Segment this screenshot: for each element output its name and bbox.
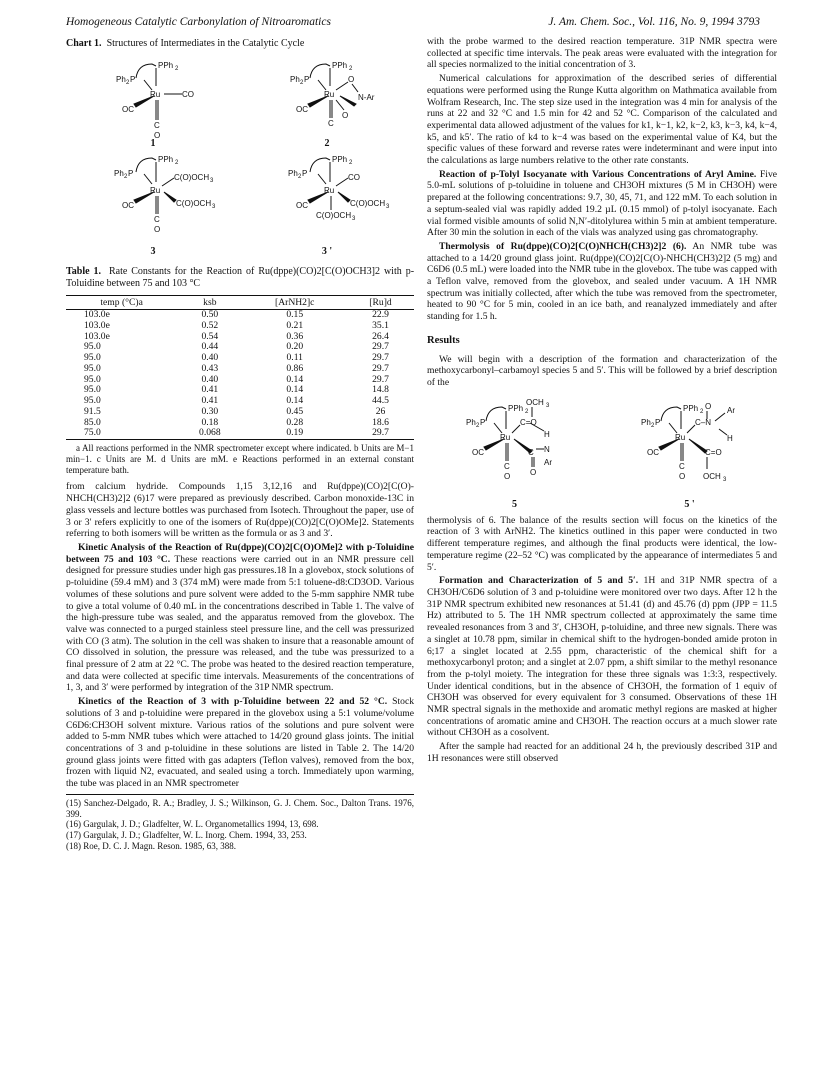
table-cell: 103.0e bbox=[84, 309, 110, 321]
table-cell: 0.28 bbox=[286, 416, 304, 428]
paragraph-isocyanate bbox=[427, 169, 777, 239]
table-cell: 75.0 bbox=[66, 428, 177, 439]
paragraph-numerical: Numerical calculations for approximation of the described series of differential equations were performed using the Runge Kutta algorithm on Mathmatica available from Wolfram Research, Inc. The step size used in the integration was 4 min for analysis of the runs at 22 and 32 °C and 1.5 min for 42 and 52 °C. Comparison of the calculated and experimental data allowed adjustment of the values for k1, k−1, k2, k−2, k3, k−3, k4, k−4, k5, and k5′. The ratio of k4 to k−4 was based on the experimental value of K4, but the specific values of these forward and reverse rates were indeterminant and were input into the calculations as large numbers relative to the other rate constants. bbox=[427, 73, 777, 167]
chart-structures-row-2 bbox=[66, 152, 414, 258]
table-cell: 0.20 bbox=[286, 341, 304, 353]
paragraph-kinetic-2 bbox=[66, 696, 414, 790]
running-header bbox=[66, 16, 760, 34]
table-cell: 14.8 bbox=[372, 384, 389, 396]
table-caption bbox=[66, 266, 414, 290]
table-row bbox=[66, 332, 414, 343]
table-cell: 0.36 bbox=[286, 330, 304, 342]
kinetic-2-heading: Kinetics of the Reaction of 3 with p-Toluidine between 22 and 52 °C. bbox=[78, 696, 388, 708]
svg-text:OC: OC bbox=[296, 105, 308, 115]
chart-structures-row-1 bbox=[66, 54, 414, 150]
svg-text:P: P bbox=[654, 417, 660, 427]
table-footnote: a All reactions performed in the NMR spectrometer except where indicated. b Units are M−1 min−1. c Units are M. d Units are mM. e Reactions performed in an external constant temperature bath. bbox=[66, 443, 414, 475]
table-cell: 0.41 bbox=[201, 395, 219, 407]
right-column bbox=[427, 36, 777, 767]
svg-text:Ph: Ph bbox=[290, 75, 300, 85]
svg-text:Ru: Ru bbox=[674, 432, 685, 442]
svg-text:Ph: Ph bbox=[116, 75, 126, 85]
svg-text:P: P bbox=[130, 75, 136, 85]
col-temp: temp (°C)a bbox=[66, 295, 177, 310]
structure-5-label: 5 bbox=[512, 498, 517, 510]
svg-text:PPh: PPh bbox=[332, 155, 348, 165]
svg-text:PPh: PPh bbox=[158, 155, 174, 165]
table-row bbox=[66, 418, 414, 429]
thermolysis-heading: Thermolysis of Ru(dppe)(CO)2[C(O)NHCH(CH3)2]2 (6). bbox=[439, 240, 687, 252]
table-cell: 0.14 bbox=[286, 395, 304, 407]
structure-2-drawing bbox=[252, 54, 402, 140]
table-row bbox=[66, 342, 414, 353]
table-cell: 0.15 bbox=[286, 309, 304, 321]
paragraph-results-after: thermolysis of 6. The balance of the results section will focus on the kinetics of the reaction of 3 with ArNH2. The kinetics outlined in this paper were conducted in two different temperature regimes, and although the final products were identical, the low-temperature regime (22–52 °C) was complicated by the appearance of intermediates 5 and 5′. bbox=[427, 514, 777, 573]
svg-text:3: 3 bbox=[212, 204, 216, 211]
svg-text:C(O)OCH: C(O)OCH bbox=[176, 199, 212, 209]
table-cell: 103.0e bbox=[84, 320, 110, 331]
svg-text:C=O: C=O bbox=[704, 447, 722, 457]
svg-text:3: 3 bbox=[210, 178, 214, 185]
table-row bbox=[66, 310, 414, 321]
svg-text:C: C bbox=[154, 121, 160, 131]
table-cell: 29.7 bbox=[347, 428, 414, 439]
svg-text:3: 3 bbox=[352, 216, 356, 223]
thermolysis-body: An NMR tube was attached to a 14/20 ground glass joint. Ru(dppe)(CO)2[C(O)-NHCH(CH3)2]2 (5 mg) and C6D6 (0.5 mL) were loaded into the NMR tube in the glovebox. The tube was capped with a Teflon valve, removed from the glovebox, and sealed under vacuum. A 1H NMR spectrum was initially collected, after which the tube was removed from the spectrometer, heated to 90 °C for 5 min, cooled in an ice bath, and reanalyzed immediately and after standing for 1.5 h. bbox=[427, 240, 777, 323]
table-cell: 44.5 bbox=[372, 395, 389, 407]
svg-text:N-Ar: N-Ar bbox=[358, 93, 375, 103]
svg-text:2: 2 bbox=[126, 80, 130, 87]
svg-text:O: O bbox=[529, 467, 536, 477]
table-row bbox=[66, 321, 414, 332]
svg-text:2: 2 bbox=[124, 174, 128, 181]
svg-text:C: C bbox=[527, 447, 534, 457]
svg-text:O: O bbox=[678, 471, 685, 481]
table-cell: 0.068 bbox=[177, 428, 242, 439]
svg-text:H: H bbox=[726, 433, 733, 443]
svg-text:OC: OC bbox=[646, 447, 659, 457]
svg-text:OC: OC bbox=[471, 447, 484, 457]
table-row bbox=[66, 396, 414, 407]
svg-text:Ru: Ru bbox=[499, 432, 510, 442]
table-cell: 29.7 bbox=[372, 373, 389, 385]
table-cell: 95.0 bbox=[84, 384, 101, 396]
svg-text:P: P bbox=[302, 169, 308, 179]
svg-text:Ru: Ru bbox=[150, 186, 161, 196]
table-cell: 35.1 bbox=[372, 320, 389, 331]
table-header-row bbox=[66, 295, 414, 310]
table-cell: 95.0 bbox=[84, 352, 101, 364]
svg-text:2: 2 bbox=[300, 80, 304, 87]
table-cell: 95.0 bbox=[84, 395, 101, 407]
structure-5-prime-label: 5 ' bbox=[684, 498, 695, 510]
table-label: Table 1. bbox=[66, 266, 102, 278]
table-cell: 0.50 bbox=[201, 309, 219, 321]
structure-5 bbox=[440, 393, 590, 511]
table-cell: 0.44 bbox=[201, 341, 219, 353]
paragraph-compounds: from calcium hydride. Compounds 1,15 3,12,16 and Ru(dppe)(CO)2[C(O)-NHCH(CH3)2]2 (6)17 were prepared as previously described. Carbon monoxide-13C in glass vessels and lecture bottles was purchased from Isotech. Throughout the paper, use of 3 or 3′ refers explicitly to one of the isomers of Ru(dppe)(CO)2[C(O)OMe]2. Statements referring to both isomers will be written as the formula or as 3 and 3′. bbox=[66, 481, 414, 540]
table-cell: 18.6 bbox=[372, 416, 389, 428]
table-cell: 0.21 bbox=[286, 320, 304, 331]
table-cell: 29.7 bbox=[372, 341, 389, 353]
structure-3-label: 3 bbox=[150, 246, 156, 257]
table-row bbox=[66, 385, 414, 396]
svg-text:O: O bbox=[503, 471, 510, 481]
results-structures bbox=[427, 393, 777, 511]
structure-5-prime bbox=[615, 393, 765, 511]
kinetic-1-body: These reactions were carried out in an NMR pressure cell designed for pressure studies under high gas pressures.18 In a glovebox, stock solutions of p-toluidine (59.4 mM) and 3 (374 mM) were made from 5:1 toluene-d8:CD3OD. Various volumes of these solutions and pure solvent were added to the 5-mm sapphire NMR tube to give a total volume of 0.40 mL in the concentrations described in Table 1. The valve of the high-pressure tube was sealed, and the apparatus removed from the glovebox. The valve was connected to a purged stainless steel pressure line, and the cell was pressurized with CO (3 atm). The solution in the cell was shaken to insure that a reasonable amount of CO dissolved in solution, the pressure was released, and the tube was pressurized to a final pressure of 2 atm at 22 °C. The probe was heated to the desired reaction temperature, and data were collected at specific time intervals. Measurements of the concentrations of 1, 3, and 3′ were performed by integration of the 31P NMR spectrum. bbox=[66, 553, 414, 694]
table-cell: 0.41 bbox=[201, 384, 219, 396]
svg-text:OC: OC bbox=[296, 201, 308, 211]
structure-1-drawing bbox=[78, 54, 228, 140]
svg-text:2: 2 bbox=[349, 160, 353, 167]
svg-text:O: O bbox=[348, 75, 355, 85]
svg-text:Ar: Ar bbox=[726, 405, 735, 415]
structure-1-label: 1 bbox=[150, 138, 156, 149]
table-cell: 0.45 bbox=[286, 405, 304, 417]
svg-text:C(O)OCH: C(O)OCH bbox=[174, 173, 210, 183]
table-cell: 26 bbox=[375, 405, 386, 417]
table-row bbox=[66, 407, 414, 418]
formation-body: 1H and 31P NMR spectra of a CH3OH/C6D6 solution of 3 and p-toluidine were monitored over two days. After 12 h the 31P NMR spectrum exhibited new resonances at 51.41 (d) and 45.76 (d) ppm (JPP = 11.5 Hz) attributed to 5. The 1H NMR spectrum collected at approximately the same time revealed resonances from 3 and 3′, CH3OH, p-toluidine, and three new signals. There was a singlet at 10.78 ppm, similar in chemical shift to the hydrogen-bonded amide proton in 6;17 a singlet located at 2.55 ppm, characteristic of the chemical shift for a methoxycarbonyl proton; and a singlet at 2.07 ppm, a shift similar to the methyl resonance from the p-tolyl moiety. The integration for these three signals was 1:3:3, respectively. Under identical conditions, but in the absence of CH3OH, the formation of 1 equiv of CH3OH was observed for every equivalent for 3 consumed. Observations of these 1H NMR spectral signals in the methoxide and aromatic methyl regions are masked at higher concentrations of aromatic amine and CH3OH. The reaction occurs at a much slower rate without CH3OH as a cosolvent. bbox=[427, 575, 777, 739]
structure-3-prime-drawing bbox=[252, 152, 402, 238]
paragraph-thermolysis bbox=[427, 241, 777, 323]
col-ks: ksb bbox=[177, 295, 242, 310]
svg-text:2: 2 bbox=[699, 408, 703, 415]
table-cell: 95.0 bbox=[84, 362, 101, 374]
svg-text:C–N: C–N bbox=[694, 417, 711, 427]
structure-3-drawing bbox=[78, 152, 228, 238]
isocyanate-body: Five 5.0-mL solutions of p-toluidine in toluene and CH3OH mixtures (5 M in CH3OH) were prepared at the following concentrations: 9.7, 30, 45, 71, and 122 mM. To each solution in a septum-sealed vial was rapidly added 19.2 µL (0.15 mmol) of p-tolyl isocyanate. Each vial formed visible amounts of solid N,N′-ditolylurea within 5 min at ambient temperature. After 30 min the solution in each of the vials was analyzed using gas chromatography. bbox=[427, 168, 777, 239]
table-cell: 103.0e bbox=[84, 330, 110, 342]
svg-text:C: C bbox=[503, 461, 510, 471]
svg-text:O: O bbox=[704, 401, 711, 411]
structure-3 bbox=[78, 152, 228, 258]
svg-text:2: 2 bbox=[475, 422, 479, 429]
svg-text:2: 2 bbox=[298, 174, 302, 181]
svg-text:C: C bbox=[678, 461, 685, 471]
structure-5-prime-drawing bbox=[615, 393, 765, 493]
svg-text:OCH: OCH bbox=[525, 397, 544, 407]
svg-text:2: 2 bbox=[349, 66, 353, 73]
kinetic-1-heading: Kinetic Analysis of the Reaction of Ru(dppe)(CO)2[C(O)OMe]2 with p-Toluidine between 75 and 103 °C. bbox=[66, 541, 414, 565]
reference-item: (17) Gargulak, J. D.; Gladfelter, W. L. Inorg. Chem. 1994, 33, 253. bbox=[66, 830, 307, 841]
svg-text:C=O: C=O bbox=[519, 417, 537, 427]
table-cell: 0.30 bbox=[201, 405, 219, 417]
paragraph-formation bbox=[427, 575, 777, 739]
svg-text:2: 2 bbox=[524, 408, 528, 415]
reference-item: (18) Roe, D. C. J. Magn. Reson. 1985, 63, 388. bbox=[66, 840, 236, 851]
svg-text:P: P bbox=[128, 169, 134, 179]
table-row bbox=[66, 353, 414, 364]
table-cell: 0.43 bbox=[201, 362, 219, 374]
table-row bbox=[66, 364, 414, 375]
svg-text:OC: OC bbox=[122, 201, 134, 211]
svg-text:Ru: Ru bbox=[324, 186, 335, 196]
formation-heading: Formation and Characterization of 5 and 5′. bbox=[439, 575, 639, 587]
svg-text:Ru: Ru bbox=[150, 90, 161, 100]
rate-constants-table bbox=[66, 295, 414, 441]
table-cell: 91.5 bbox=[84, 405, 101, 417]
structure-5-drawing bbox=[440, 393, 590, 493]
svg-text:O: O bbox=[342, 111, 349, 121]
svg-text:O: O bbox=[154, 225, 161, 235]
table-cell: 0.19 bbox=[242, 428, 347, 439]
svg-text:O: O bbox=[154, 131, 161, 141]
svg-text:2: 2 bbox=[175, 66, 179, 73]
paragraph-last: After the sample had reacted for an additional 24 h, the previously described 31P and 1H resonances were still observed bbox=[427, 741, 777, 764]
table-cell: 85.0 bbox=[84, 416, 101, 428]
svg-text:PPh: PPh bbox=[507, 403, 523, 413]
svg-text:H: H bbox=[543, 429, 550, 439]
header-title: Homogeneous Catalytic Carbonylation of Nitroaromatics bbox=[66, 16, 331, 28]
structure-1 bbox=[78, 54, 228, 150]
table-title: Rate Constants for the Reaction of Ru(dppe)(CO)2[C(O)OCH3]2 with p-Toluidine between 75 and 103 °C bbox=[66, 266, 415, 290]
table-row bbox=[66, 428, 414, 439]
table-cell: 95.0 bbox=[84, 373, 101, 385]
col-arnh2: [ArNH2]c bbox=[242, 295, 347, 310]
chart-label: Chart 1. bbox=[66, 38, 102, 49]
table-cell: 0.40 bbox=[201, 373, 219, 385]
svg-text:PPh: PPh bbox=[332, 61, 348, 71]
svg-text:C: C bbox=[154, 215, 160, 225]
left-column bbox=[66, 36, 414, 852]
table-cell: 0.11 bbox=[286, 352, 303, 364]
svg-text:2: 2 bbox=[175, 160, 179, 167]
reference-item: (16) Gargulak, J. D.; Gladfelter, W. L. Organometallics 1994, 13, 698. bbox=[66, 819, 319, 830]
svg-text:Ph: Ph bbox=[465, 417, 476, 427]
svg-text:CO: CO bbox=[182, 90, 194, 100]
table-row bbox=[66, 375, 414, 386]
table-cell: 0.14 bbox=[286, 384, 304, 396]
svg-text:P: P bbox=[479, 417, 485, 427]
paragraph-results-intro: We will begin with a description of the formation and characterization of the methoxycarbonyl–carbamoyl species 5 and 5′. This will be followed by a brief description of the bbox=[427, 353, 777, 389]
paragraph-kinetic-1 bbox=[66, 542, 414, 694]
section-results-title: Results bbox=[427, 334, 460, 346]
table-cell: 22.9 bbox=[372, 309, 389, 321]
svg-text:CO: CO bbox=[348, 173, 360, 183]
table-cell: 26.4 bbox=[372, 330, 389, 342]
paragraph-probe: with the probe warmed to the desired reaction temperature. 31P NMR spectra were collected at specific time intervals. The peak areas were evaluated with the integration for all species normalized to the initial concentration of 3. bbox=[427, 36, 777, 71]
col-ru: [Ru]d bbox=[347, 295, 414, 310]
references bbox=[66, 794, 414, 852]
table-cell: 0.54 bbox=[201, 330, 219, 342]
structure-2-label: 2 bbox=[324, 138, 330, 149]
reference-item: (15) Sanchez-Delgado, R. A.; Bradley, J. S.; Wilkinson, G. J. Chem. Soc., Dalton Trans. 1976, 399. bbox=[66, 797, 414, 819]
header-citation: J. Am. Chem. Soc., Vol. 116, No. 9, 1994 3793 bbox=[548, 16, 760, 28]
structure-2 bbox=[252, 54, 402, 150]
svg-text:OCH: OCH bbox=[702, 471, 721, 481]
svg-text:3: 3 bbox=[386, 204, 390, 211]
svg-text:PPh: PPh bbox=[682, 403, 698, 413]
table-cell: 0.40 bbox=[201, 352, 219, 364]
svg-text:Ar: Ar bbox=[543, 457, 552, 467]
svg-text:Ru: Ru bbox=[324, 90, 335, 100]
table-cell: 29.7 bbox=[372, 352, 389, 364]
svg-text:3: 3 bbox=[722, 476, 726, 483]
svg-text:OC: OC bbox=[122, 105, 134, 115]
structure-3-prime-label: 3 ' bbox=[321, 246, 333, 257]
svg-text:Ph: Ph bbox=[114, 169, 124, 179]
svg-text:C: C bbox=[328, 119, 334, 129]
structure-3-prime bbox=[252, 152, 402, 258]
chart-title: Structures of Intermediates in the Catalytic Cycle bbox=[106, 38, 305, 49]
table-cell: 0.52 bbox=[201, 320, 219, 331]
table-cell: 0.86 bbox=[286, 362, 304, 374]
table-footnotes bbox=[66, 443, 414, 475]
isocyanate-heading: Reaction of p-Tolyl Isocyanate with Various Concentrations of Aryl Amine. bbox=[439, 168, 757, 180]
table-cell: 0.14 bbox=[286, 373, 304, 385]
table-cell: 0.18 bbox=[201, 416, 219, 428]
table-cell: 29.7 bbox=[372, 362, 389, 374]
kinetic-2-body: Stock solutions of 3 and p-toluidine were prepared in the glovebox using a 5:1 volume/volume C6D6:CH3OH solvent mixture. Various ratios of the solutions and pure solvent were added to 5-mm NMR tubes which were attached to 14/20 ground glass joints. The initial concentrations of 3 and p-toluidine in these solutions are listed in Table 2. The 14/20 ground glass joints were fitted with gas adapters (Teflon valves), removed from the box, frozen with liquid N2, evacuated, and sealed using a torch. Immediately upon warming, the tube was placed in an NMR spectrometer bbox=[66, 696, 414, 790]
table-cell: 95.0 bbox=[84, 341, 101, 353]
svg-text:Ph: Ph bbox=[640, 417, 651, 427]
svg-text:C(O)OCH: C(O)OCH bbox=[316, 211, 352, 221]
svg-text:C(O)OCH: C(O)OCH bbox=[350, 199, 386, 209]
chart-caption bbox=[66, 38, 414, 50]
svg-text:P: P bbox=[304, 75, 310, 85]
svg-text:Ph: Ph bbox=[288, 169, 298, 179]
svg-text:PPh: PPh bbox=[158, 61, 174, 71]
svg-text:2: 2 bbox=[650, 422, 654, 429]
svg-text:3: 3 bbox=[545, 402, 549, 409]
svg-text:N: N bbox=[543, 444, 550, 454]
